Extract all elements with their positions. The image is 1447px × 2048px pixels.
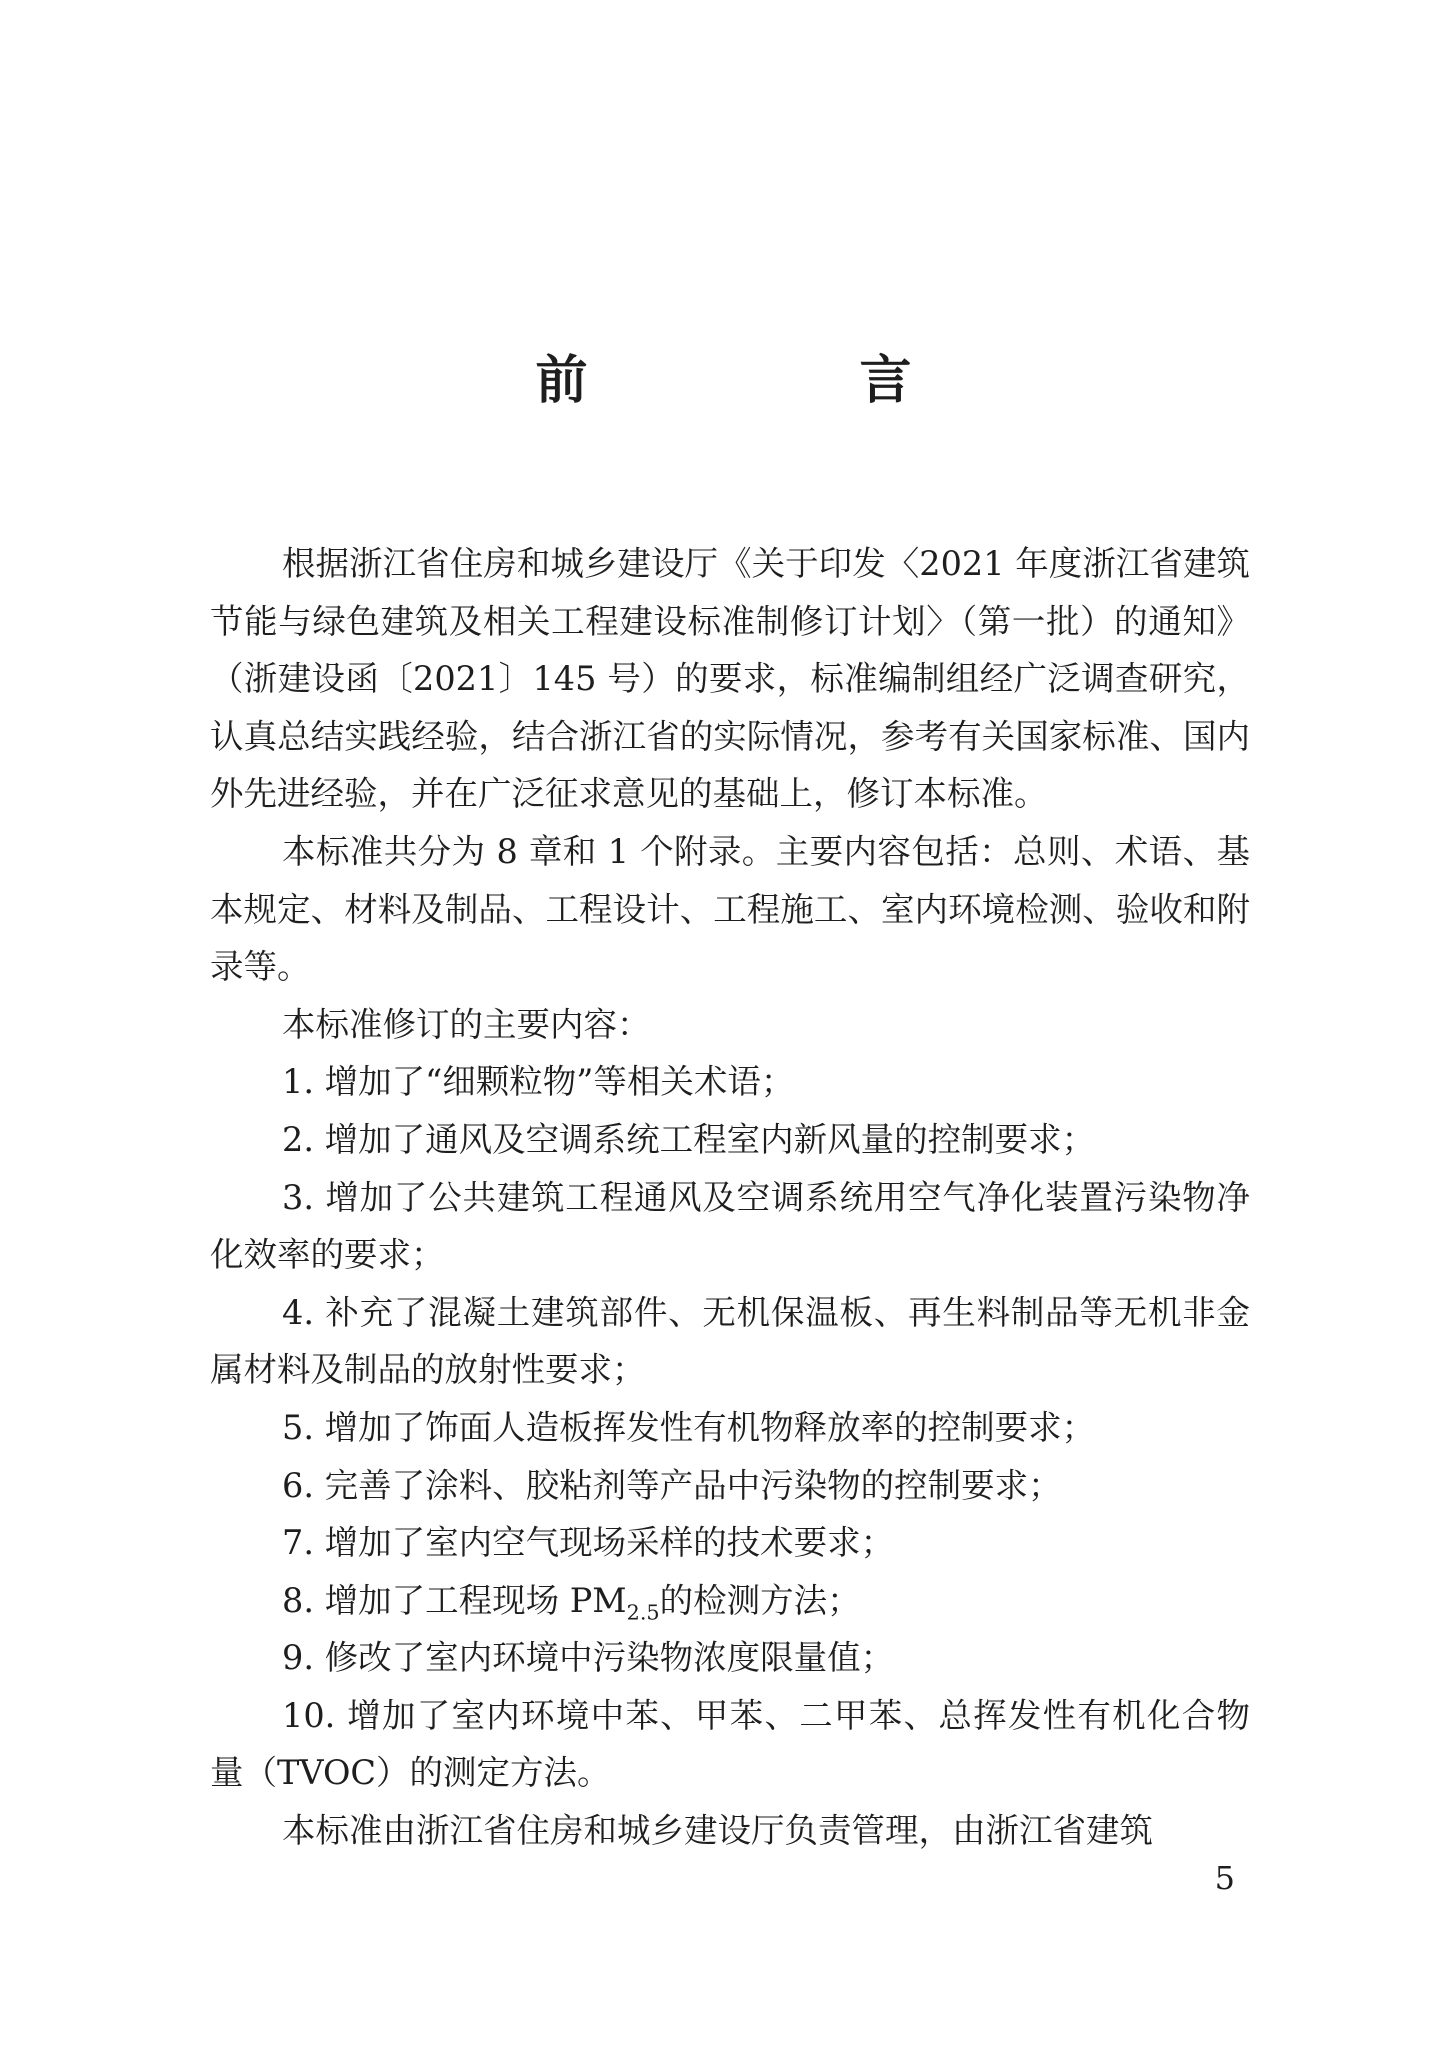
list-item: 7. 增加了室内空气现场采样的技术要求；: [282, 1523, 895, 1563]
list-item: 9. 修改了室内环境中污染物浓度限量值；: [282, 1638, 895, 1678]
list-item: 2. 增加了通风及空调系统工程室内新风量的控制要求；: [282, 1119, 1096, 1159]
list-item: 5. 增加了饰面人造板挥发性有机物释放率的控制要求；: [282, 1407, 1096, 1447]
list-item: 6. 完善了涂料、胶粘剂等产品中污染物的控制要求；: [282, 1465, 1062, 1505]
list-item-text: 8. 增加了工程现场 PM: [282, 1580, 627, 1620]
list-item: [210, 1572, 1250, 1630]
list-item: 3. 增加了公共建筑工程通风及空调系统用空气净化装置污染物净化效率的要求；: [210, 1177, 1250, 1275]
page-number: 5: [1214, 1859, 1235, 1897]
list-item: 4. 补充了混凝土建筑部件、无机保温板、再生料制品等无机非金属材料及制品的放射性要求；: [210, 1292, 1250, 1390]
list-item-text: 的检测方法；: [659, 1580, 861, 1620]
pm-subscript: 2.5: [626, 1599, 660, 1624]
list-item: 1. 增加了“细颗粒物”等相关术语；: [282, 1062, 795, 1102]
page-title: 前 言: [535, 351, 1022, 411]
revision-heading: 本标准修订的主要内容：: [282, 1004, 651, 1044]
body-text: [210, 535, 1250, 1860]
list-item: 10. 增加了室内环境中苯、甲苯、二甲苯、总挥发性有机化合物量（TVOC）的测定方法。: [210, 1695, 1250, 1793]
intro-paragraph: 根据浙江省住房和城乡建设厅《关于印发〈2021 年度浙江省建筑节能与绿色建筑及相关工程建设标准制修订计划〉（第一批）的通知》（浙建设函〔2021〕145 号）的要求，标准编制组经广泛调查研究，认真总结实践经验，结合浙江省的实际情况，参考有关国家标准、国内外先进经验，并在广泛征求意见的基础上，修订本标准。: [210, 544, 1250, 814]
contents-paragraph: 本标准共分为 8 章和 1 个附录。主要内容包括：总则、术语、基本规定、材料及制品、工程设计、工程施工、室内环境检测、验收和附录等。: [210, 831, 1250, 987]
management-paragraph: 本标准由浙江省住房和城乡建设厅负责管理，由浙江省建筑: [282, 1811, 1153, 1851]
